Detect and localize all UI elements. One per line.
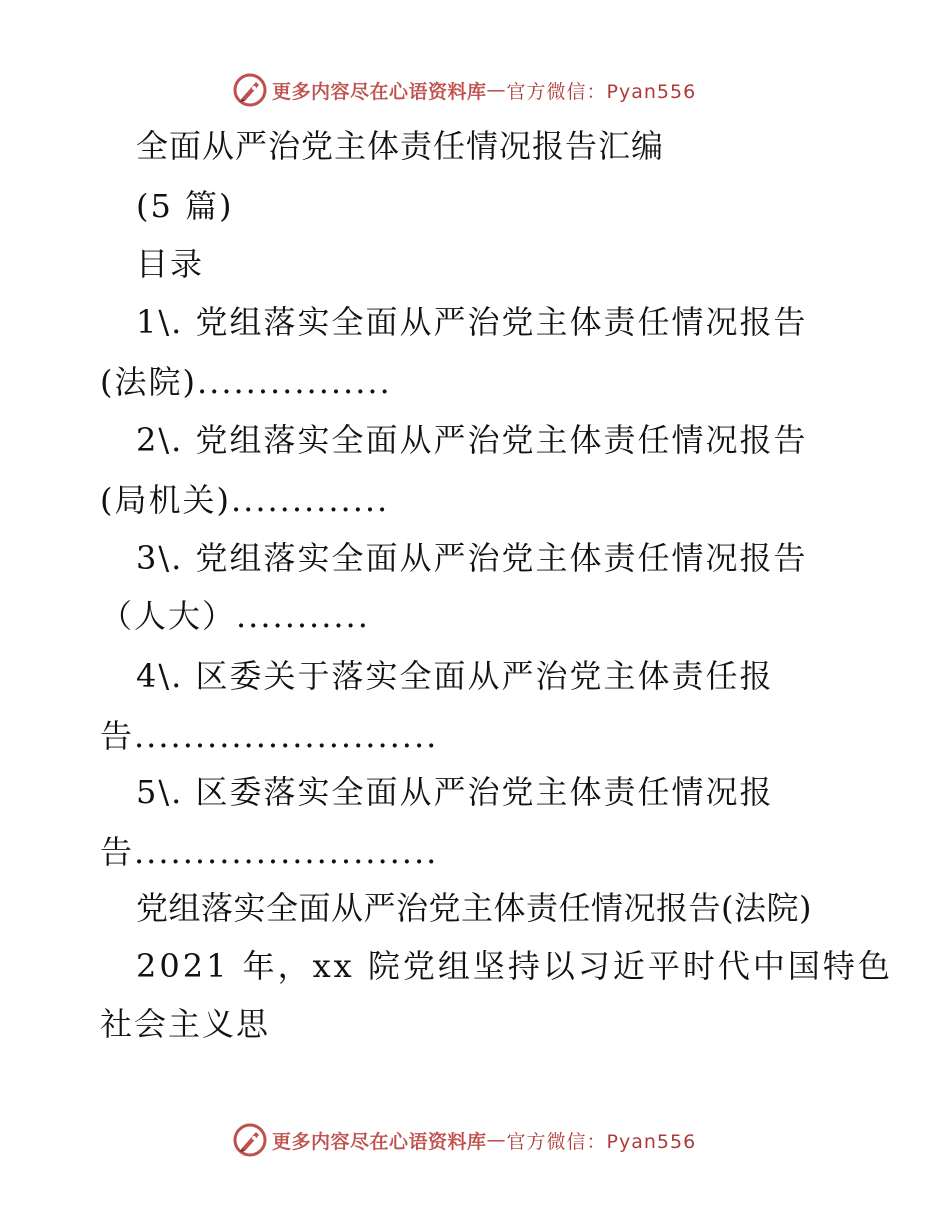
watermark-text: 更多内容尽在心语资料库 bbox=[272, 80, 487, 103]
document-title: 全面从严治党主体责任情况报告汇编 bbox=[136, 127, 665, 165]
toc-item-2-line1: 2\. 党组落实全面从严治党主体责任情况报告 bbox=[136, 421, 808, 459]
toc-item-5-line1: 5\. 区委落实全面从严治党主体责任情况报 bbox=[136, 773, 774, 811]
body-paragraph-line2: 社会主义思 bbox=[100, 1005, 271, 1043]
header-watermark bbox=[232, 70, 752, 110]
toc-item-4-line1: 4\. 区委关于落实全面从严治党主体责任报 bbox=[136, 657, 774, 695]
watermark-contact: 官方微信：Pyan556 bbox=[506, 80, 697, 103]
watermark-separator: — bbox=[486, 79, 507, 101]
toc-heading: 目录 bbox=[136, 245, 205, 283]
footer-watermark bbox=[232, 1120, 752, 1160]
toc-item-2-line2: (局机关)............. bbox=[100, 481, 390, 519]
toc-item-3-line1: 3\. 党组落实全面从严治党主体责任情况报告 bbox=[136, 539, 808, 577]
toc-item-5-line2: 告......................... bbox=[100, 833, 439, 871]
watermark-separator: — bbox=[486, 1129, 507, 1151]
section-title: 党组落实全面从严治党主体责任情况报告(法院) bbox=[136, 889, 812, 927]
toc-item-1-line2: (法院)................ bbox=[100, 363, 392, 401]
toc-item-3-line2: （人大）........... bbox=[100, 597, 370, 635]
document-count: (5 篇) bbox=[136, 187, 234, 225]
pen-logo-icon bbox=[232, 1122, 268, 1158]
toc-item-4-line2: 告......................... bbox=[100, 717, 439, 755]
watermark-text: 更多内容尽在心语资料库 bbox=[272, 1130, 487, 1153]
watermark-contact: 官方微信：Pyan556 bbox=[506, 1130, 697, 1153]
pen-logo-icon bbox=[232, 72, 268, 108]
body-paragraph-line1: 2021 年，xx 院党组坚持以习近平时代中国特色 bbox=[136, 947, 893, 985]
toc-item-1-line1: 1\. 党组落实全面从严治党主体责任情况报告 bbox=[136, 303, 808, 341]
